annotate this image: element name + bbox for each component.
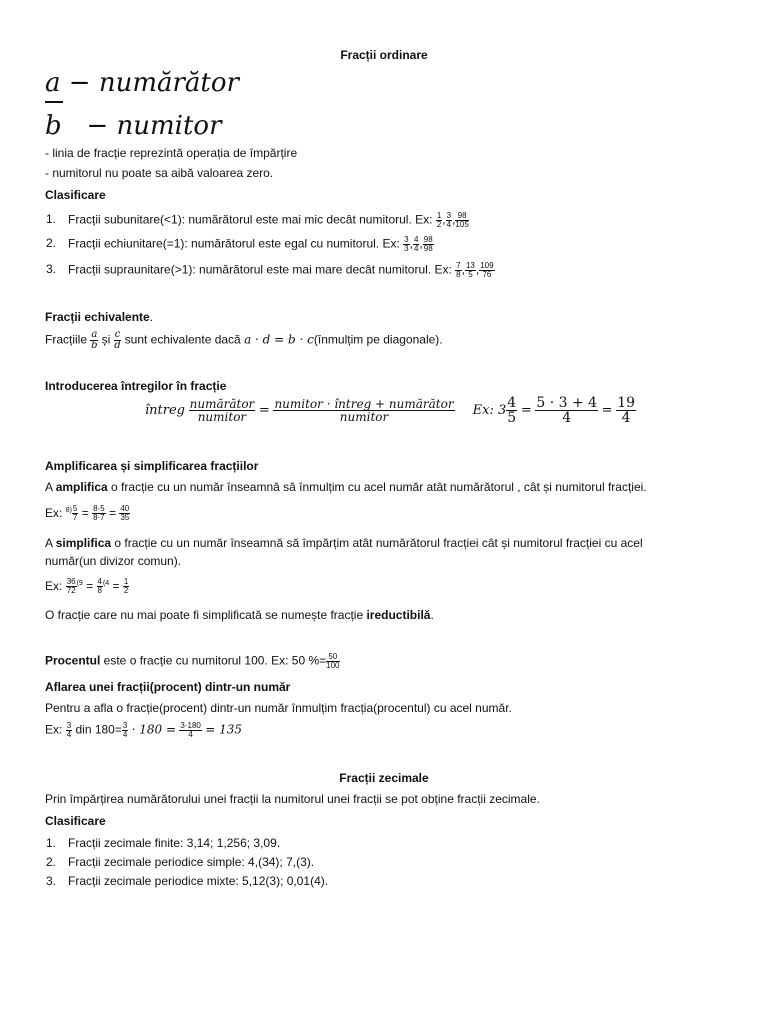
example-result: = 135 [205,722,242,737]
formula-fraction: $\frac{4}{5}$ [507,395,517,426]
def-a: a [45,68,61,98]
echiv-text: și [101,332,111,347]
example-text: din 180= [72,722,122,737]
list-number: 2. [46,855,57,869]
def-numarator-label: − numărător [68,68,239,98]
example-fraction: $\frac{8\cdot 5}{8\cdot 7}$ [93,504,105,523]
example-fraction: $\frac{13}{5}$ [465,261,475,279]
class-item-text: Fracții echiunitare(=1): numărătorul este egal cu numitorul. Ex: [68,236,400,251]
title-fractii-zecimale: Fracții zecimale [339,771,429,785]
fraction-a-b: $\frac{a}{b}$ [91,329,98,351]
formula-fraction: $\frac{\text{numărător}}{\text{numitor}}$ [189,397,255,424]
example-label: Ex: [45,579,63,593]
procent-text: este o fracție cu numitorul 100. Ex: 50 %= [100,653,327,668]
zec-item [46,874,329,889]
def-denominator-line [45,111,222,141]
zec-item-text: Fracții zecimale periodice simple: 4,(34); 7,(3). [68,855,315,869]
example-fraction: $\frac{3}{4}$ [122,721,128,739]
intro-formula [145,396,636,425]
clasificare-heading: Clasificare [45,814,106,828]
def-b: b [45,111,62,141]
amplificarea-heading: Amplificarea și simplificarea fracțiilor [45,459,259,473]
example-fraction: $\frac{98}{105}$ [455,211,469,229]
aflarea-heading: Aflarea unei fracții(procent) dintr-un număr [45,680,291,694]
example-text: · 180 = [131,722,177,737]
example-fraction: $\frac{3}{4}$ [66,721,72,739]
simplifica-example: Ex: $\frac{36}{72}$ $^{(9}$ = $\frac{4}{8}$ $^{(4}$ = $\frac{1}{2}$ [45,577,129,596]
note-line: - numitorul nu poate sa aibă valoarea zero. [45,166,274,180]
aflarea-example [45,722,242,739]
zec-item-text: Fracții zecimale finite: 3,14; 1,256; 3,09. [68,836,281,850]
example-fraction: $\frac{40}{35}$ [120,504,130,523]
echivalente-rule [45,330,443,351]
example-fraction: $\frac{3\cdot 180}{4}$ [180,721,201,739]
example-fraction: $\frac{5}{7}$ [72,504,78,523]
formula-equals: = [520,402,532,418]
zec-item [46,855,315,870]
class-item-supraunitare: 3. Fracții supraunitare(>1): numărătorul este mai mare decât numitorul. Ex: $\frac{7}{8}$ , $\frac{13}{5}$ , $\frac{109}{76}$ [46,261,494,279]
amplifica-example: Ex: $^{8)}$ $\frac{5}{7}$ = $\frac{8\cdot 5}{8\cdot 7}$ = $\frac{40}{35}$ [45,504,130,523]
ireductibila-paragraph: O fracție care nu mai poate fi simplificată se numește fracție ireductibilă. [45,608,434,622]
example-fraction: $\frac{7}{8}$ [456,261,461,279]
procent-term: Procentul [45,653,101,668]
example-fraction: $\frac{1}{2}$ [123,577,129,596]
example-fraction: $\frac{1}{2}$ [436,211,442,229]
procent-line [45,653,340,670]
note-line: - linia de fracție reprezintă operația de împărțire [45,146,298,160]
example-fraction: $\frac{98}{98}$ [423,235,433,253]
echiv-text: sunt echivalente dacă [124,332,241,347]
example-fraction: $\frac{36}{72}$ [66,577,76,596]
list-number: 1. [46,836,57,850]
list-number: 1. [46,212,57,226]
class-item-text: Fracții subunitare(<1): numărătorul este mai mic decât numitorul. Ex: [68,212,433,227]
formula-intreg: întreg [145,402,185,418]
echiv-text: Fracțiile [45,332,88,347]
simplification-factor: (9 [76,580,83,587]
formula-fraction: $\frac{\text{numitor · întreg + numărător}}{\text{numitor}}$ [274,397,454,424]
formula-equals: = [601,402,613,418]
def-numerator-line [45,68,239,98]
title-fractii-ordinare: Fracții ordinare [340,48,428,62]
def-fraction-bar [45,101,63,103]
simplifica-paragraph: A simplifica o fracție cu un număr înseamnă să împărțim atât numărătorul fracției cât și numitorul fracției cu acel [45,536,643,550]
simplification-factor: (4 [102,580,110,587]
def-numitor-label: − numitor [86,111,222,141]
formula-equals: = [258,402,270,418]
clasificare-heading: Clasificare [45,188,106,202]
list-number: 3. [46,262,57,276]
example-fraction: $\frac{3}{3}$ [404,235,409,253]
amplifica-paragraph: A amplifica o fracție cu un număr înseamnă să înmulțim cu acel număr atât numărătorul , cât și numitorul fracției. [45,480,647,494]
example-fraction: $\frac{4}{8}$ [97,577,102,596]
class-item-text: Fracții supraunitare(>1): numărătorul este mai mare decât numitorul. Ex: [68,262,452,277]
list-number: 2. [46,236,57,250]
echiv-text: (înmulțim pe diagonale). [313,332,443,347]
example-label: Ex: [45,722,63,737]
formula-fraction: $\frac{19}{4}$ [617,395,636,426]
class-item-subunitare: 1. Fracții subunitare(<1): numărătorul este mai mic decât numitorul. Ex: $\frac{1}{2}$ , $\frac{3}{4}$ , $\frac{98}{105}$ [46,211,469,229]
zec-item [46,836,281,851]
introducerea-heading: Introducerea întregilor în fracție [45,379,227,393]
echiv-equation: a · d = b · c [244,332,314,347]
fraction-c-d: $\frac{c}{d}$ [114,329,121,351]
example-fraction: $\frac{4}{4}$ [413,235,419,253]
zec-item-text: Fracții zecimale periodice mixte: 5,12(3); 0,01(4). [68,874,329,888]
procent-fraction: $\frac{50}{100}$ [326,652,340,670]
formula-fraction: $\frac{5 \cdot 3 + 4}{4}$ [536,395,598,426]
aflarea-paragraph: Pentru a afla o fracție(procent) dintr-un număr înmulțim fracția(procentul) cu acel număr. [45,701,512,715]
formula-example: Ex: 3 [472,402,507,418]
example-label: Ex: [45,506,63,520]
example-fraction: $\frac{109}{76}$ [480,261,494,279]
class-item-echiunitare: 2. Fracții echiunitare(=1): numărătorul este egal cu numitorul. Ex: $\frac{3}{3}$ , $\frac{4}{4}$ , $\frac{98}{98}$ [46,235,433,253]
amplification-factor: 8) [65,507,72,514]
echivalente-heading: Fracții echivalente [45,310,150,324]
list-number: 3. [46,874,57,888]
echivalente-heading-line [45,310,153,325]
example-fraction: $\frac{3}{4}$ [446,211,452,229]
zecimale-paragraph: Prin împărțirea numărătorului unei fracții la numitorul unei fracții se pot obține fracții zecimale. [45,792,540,806]
heading-dot: . [149,310,154,324]
simplifica-paragraph-cont: număr(un divizor comun). [45,554,182,568]
